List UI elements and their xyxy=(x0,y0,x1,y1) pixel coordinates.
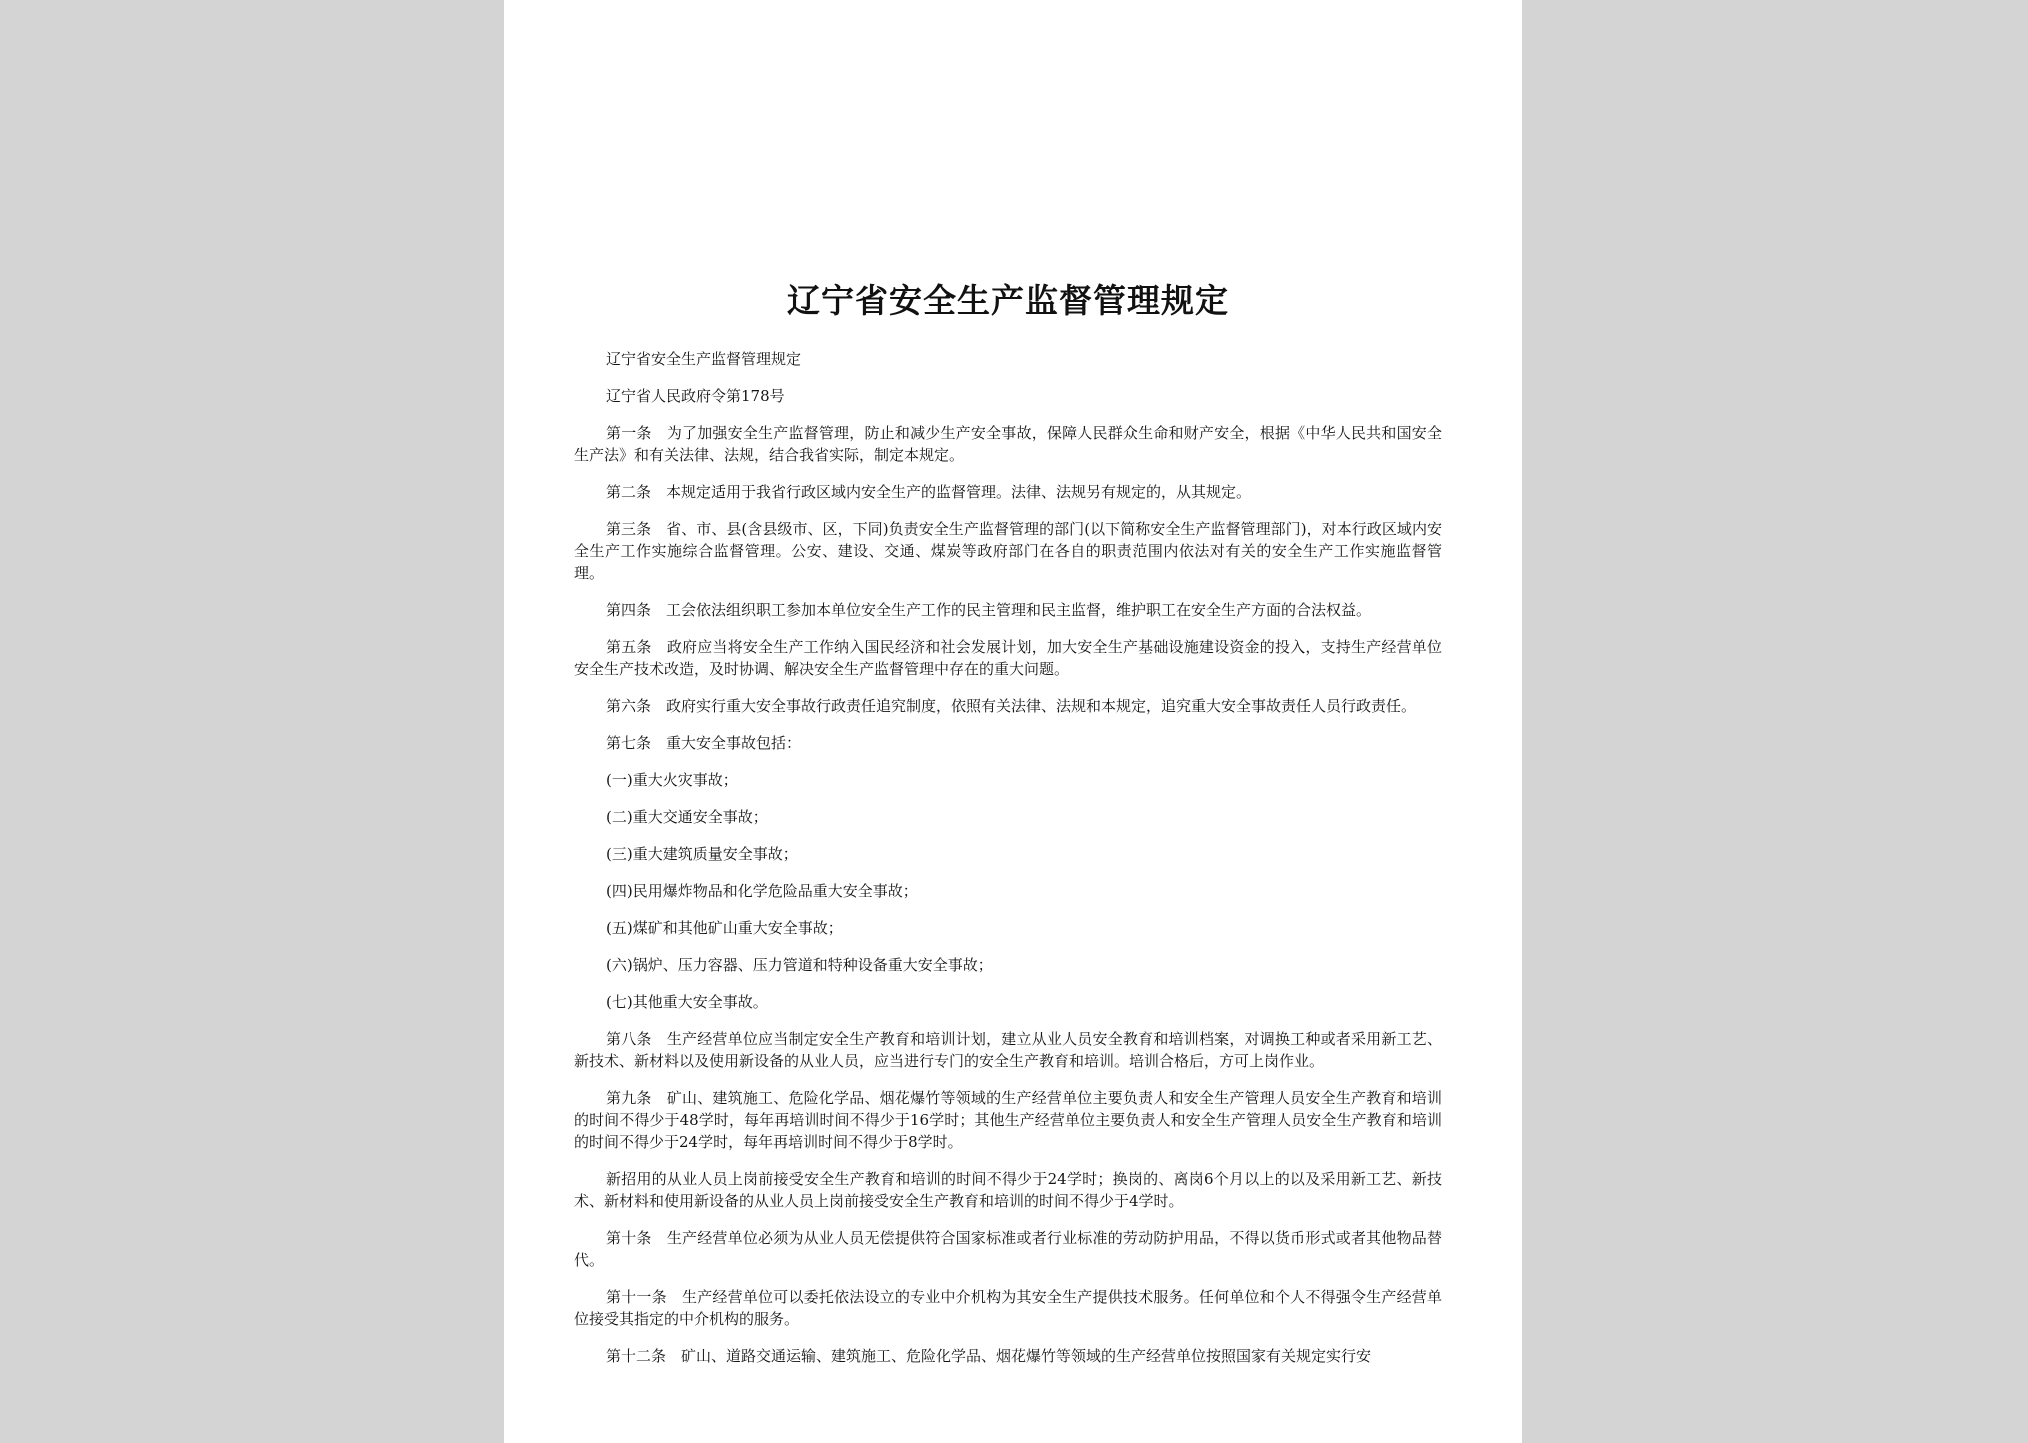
paragraph-article-11: 第十一条 生产经营单位可以委托依法设立的专业中介机构为其安全生产提供技术服务。任何单位和个人不得强令生产经营单位接受其指定的中介机构的服务。 xyxy=(574,1288,1442,1328)
list-item-7: (七)其他重大安全事故。 xyxy=(606,993,768,1011)
list-item-3: (三)重大建筑质量安全事故； xyxy=(606,845,798,863)
paragraph-article-1: 第一条 为了加强安全生产监督管理，防止和减少生产安全事故，保障人民群众生命和财产安全，根据《中华人民共和国安全生产法》和有关法律、法规，结合我省实际，制定本规定。 xyxy=(574,424,1442,464)
paragraph-article-4: 第四条 工会依法组织职工参加本单位安全生产工作的民主管理和民主监督，维护职工在安全生产方面的合法权益。 xyxy=(606,601,1372,619)
paragraph-decree-number: 辽宁省人民政府令第178号 xyxy=(606,387,785,405)
paragraph-article-3: 第三条 省、市、县(含县级市、区，下同)负责安全生产监督管理的部门(以下简称安全生产监督管理部门)，对本行政区域内安全生产工作实施综合监督管理。公安、建设、交通、煤炭等政府部门在各自的职责范围内依法对有关的安全生产工作实施监督管理。 xyxy=(574,520,1442,582)
list-item-4: (四)民用爆炸物品和化学危险品重大安全事故； xyxy=(606,882,918,900)
paragraph-heading: 辽宁省安全生产监督管理规定 xyxy=(606,350,802,368)
list-item-5: (五)煤矿和其他矿山重大安全事故； xyxy=(606,919,843,937)
paragraph-article-5: 第五条 政府应当将安全生产工作纳入国民经济和社会发展计划，加大安全生产基础设施建设资金的投入，支持生产经营单位安全生产技术改造，及时协调、解决安全生产监督管理中存在的重大问题。 xyxy=(574,638,1442,678)
list-item-6: (六)锅炉、压力容器、压力管道和特种设备重大安全事故； xyxy=(606,956,993,974)
paragraph-article-7: 第七条 重大安全事故包括： xyxy=(606,734,802,752)
paragraph-article-2: 第二条 本规定适用于我省行政区域内安全生产的监督管理。法律、法规另有规定的，从其规定。 xyxy=(606,483,1252,501)
paragraph-article-9: 第九条 矿山、建筑施工、危险化学品、烟花爆竹等领域的生产经营单位主要负责人和安全生产管理人员安全生产教育和培训的时间不得少于48学时，每年再培训时间不得少于16学时；其他生产经营单位主要负责人和安全生产管理人员安全生产教育和培训的时间不得少于24学时，每年再培训时间不得少于8学时。 xyxy=(574,1089,1442,1151)
list-item-2: (二)重大交通安全事故； xyxy=(606,808,768,826)
paragraph-article-6: 第六条 政府实行重大安全事故行政责任追究制度，依照有关法律、法规和本规定，追究重大安全事故责任人员行政责任。 xyxy=(606,697,1417,715)
paragraph-article-12: 第十二条 矿山、道路交通运输、建筑施工、危险化学品、烟花爆竹等领域的生产经营单位按照国家有关规定实行安 xyxy=(606,1347,1372,1365)
document-title: 辽宁省安全生产监督管理规定 xyxy=(787,281,1229,320)
paragraph-article-9-cont: 新招用的从业人员上岗前接受安全生产教育和培训的时间不得少于24学时；换岗的、离岗6个月以上的以及采用新工艺、新技术、新材料和使用新设备的从业人员上岗前接受安全生产教育和培训的时间不得少于4学时。 xyxy=(574,1170,1442,1210)
list-item-1: (一)重大火灾事故； xyxy=(606,771,738,789)
document-page xyxy=(504,0,1522,1443)
paragraph-article-10: 第十条 生产经营单位必须为从业人员无偿提供符合国家标准或者行业标准的劳动防护用品，不得以货币形式或者其他物品替代。 xyxy=(574,1229,1442,1269)
paragraph-article-8: 第八条 生产经营单位应当制定安全生产教育和培训计划，建立从业人员安全教育和培训档案，对调换工种或者采用新工艺、新技术、新材料以及使用新设备的从业人员，应当进行专门的安全生产教育和培训。培训合格后，方可上岗作业。 xyxy=(574,1030,1442,1070)
